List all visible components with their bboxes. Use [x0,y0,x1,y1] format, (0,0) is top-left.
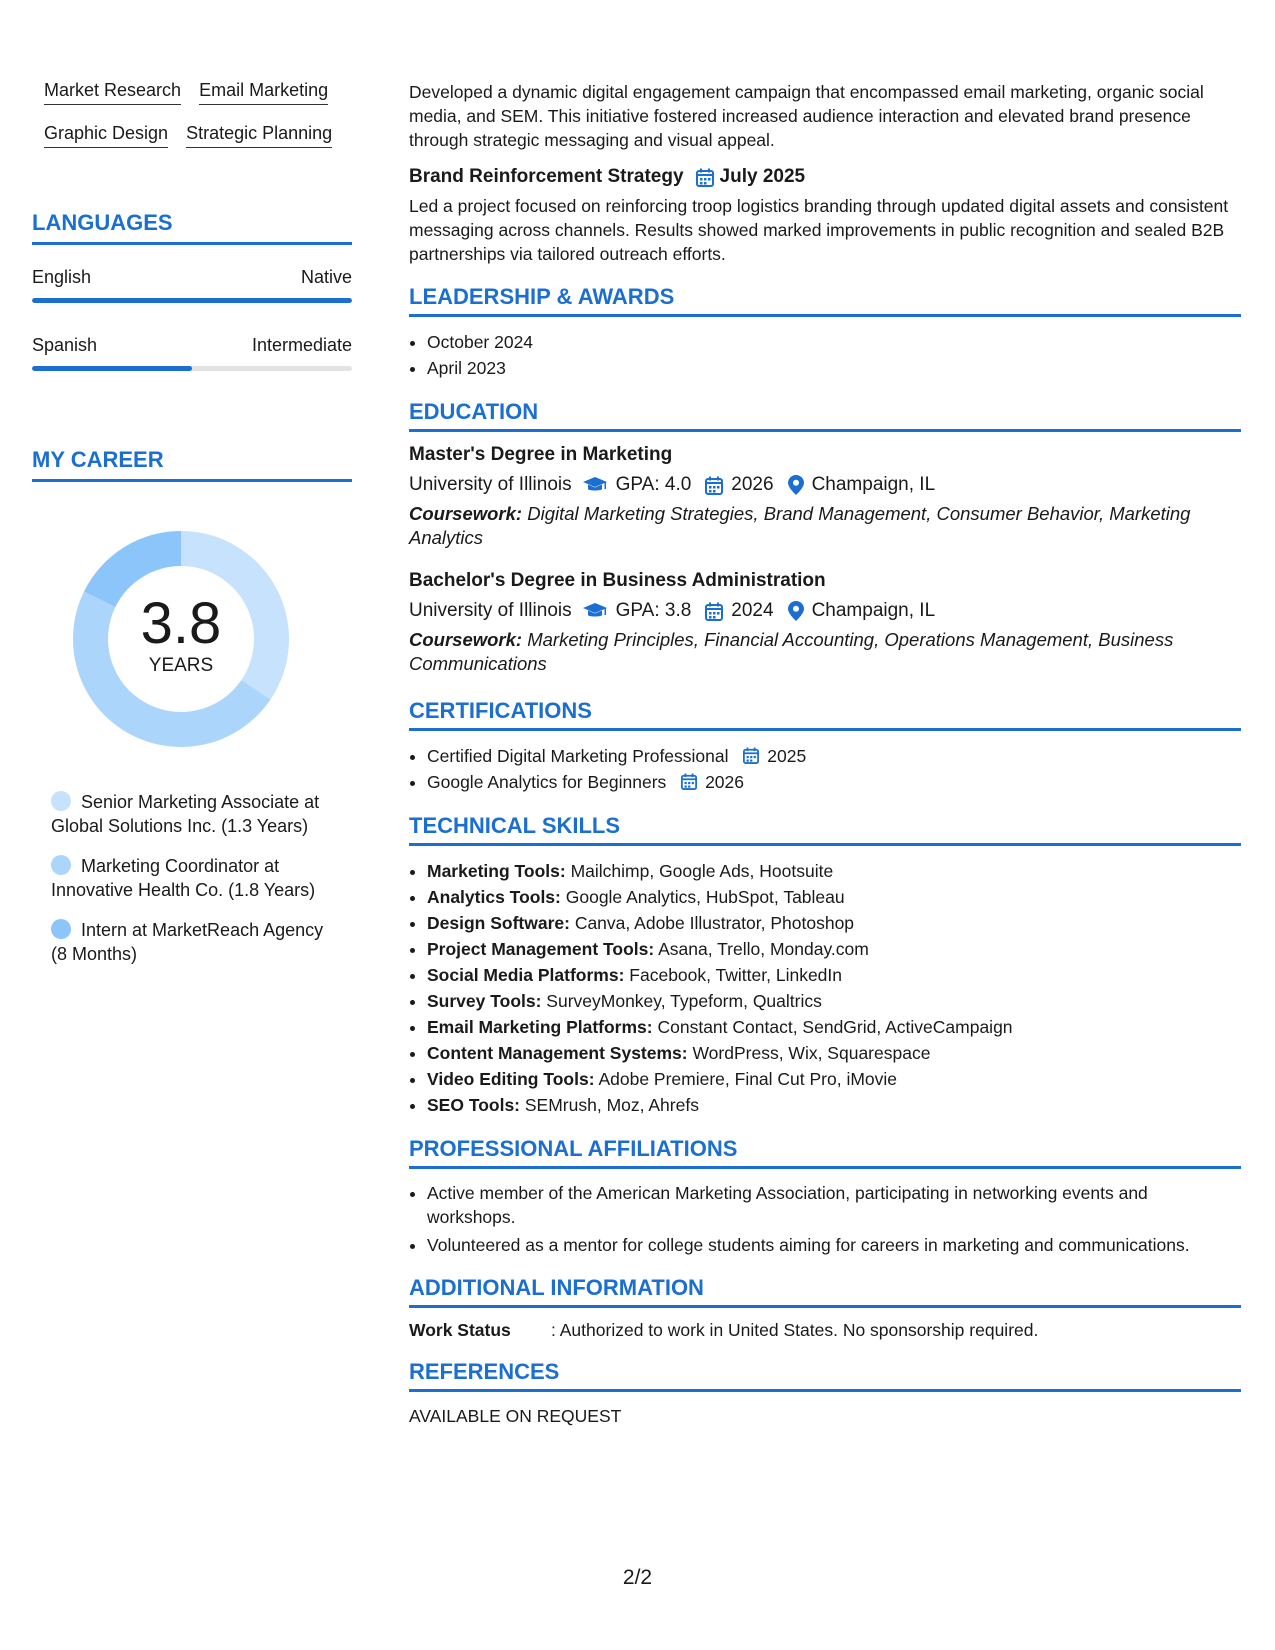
graduation-cap-icon [582,602,608,620]
graduation-year: 2026 [731,474,774,495]
leadership-heading: LEADERSHIP & AWARDS [409,284,1241,317]
skill-values: Constant Contact, SendGrid, ActiveCampaign [652,1017,1013,1037]
list-item: • Active member of the American Marketing Association, participating in networking events and workshops. [427,1181,1241,1229]
language-bar-fill [32,366,192,371]
gpa: GPA: 4.0 [615,474,692,495]
skill-category: Design Software: [427,913,570,933]
skill-values: Facebook, Twitter, LinkedIn [624,965,843,985]
legend-label: Marketing Coordinator at Innovative Health Co. (1.8 Years) [51,856,316,900]
calendar-icon [681,773,697,790]
list-item [427,962,1241,988]
list-item: • April 2023 [427,355,1241,381]
school-location: Champaign, IL [811,474,936,495]
language-level: Native [300,267,352,287]
skill-values: SurveyMonkey, Typeform, Qualtrics [541,991,822,1011]
graduation-year: 2024 [731,600,774,621]
skill-tag: Market Research [44,80,181,105]
skill-tag: Graphic Design [44,123,168,148]
legend-item [51,854,326,902]
right-column [409,80,1241,1428]
skill-category: Marketing Tools: [427,861,566,881]
language-english [32,267,352,303]
coursework-label: Coursework: [409,503,523,524]
list-item: • Volunteered as a mentor for college students aiming for careers in marketing and communications. [427,1233,1241,1257]
career-donut-chart [66,524,296,754]
skill-values: WordPress, Wix, Squarespace [687,1043,931,1063]
education-entry [409,444,1241,550]
skill-tags [44,80,352,166]
skill-values: Mailchimp, Google Ads, Hootsuite [565,861,834,881]
list-item [427,769,1241,795]
skill-tag: Strategic Planning [186,123,332,148]
references-text: AVAILABLE ON REQUEST [409,1406,622,1426]
skill-tag: Email Marketing [199,80,328,105]
legend-dot [51,855,71,875]
career-heading: MY CAREER [32,447,352,482]
certifications-heading: CERTIFICATIONS [409,698,1241,731]
language-bar-fill [32,298,352,303]
skill-category: Project Management Tools: [427,939,655,959]
work-status-value: : Authorized to work in United States. No sponsorship required. [551,1320,1039,1340]
skill-category: SEO Tools: [427,1095,521,1115]
work-status-label: Work Status [409,1320,511,1340]
legend-label: Senior Marketing Associate at Global Solutions Inc. (1.3 Years) [51,792,320,836]
skill-category: Social Media Platforms: [427,965,625,985]
list-item [427,1066,1241,1092]
legend-item [51,790,326,838]
coursework [409,502,1241,550]
certification-year: 2025 [767,746,807,766]
language-name: Spanish [32,335,98,355]
leadership-list [409,329,1241,381]
left-column [32,80,352,982]
certification-name: Certified Digital Marketing Professional [427,746,729,766]
legend-dot [51,791,71,811]
page-number: 2/2 [622,1566,653,1589]
list-item [427,936,1241,962]
skill-values: Adobe Premiere, Final Cut Pro, iMovie [594,1069,898,1089]
school-location: Champaign, IL [811,600,936,621]
legend-label: Intern at MarketReach Agency (8 Months) [51,920,324,964]
career-legend [51,790,326,966]
list-item [427,1040,1241,1066]
list-item [427,910,1241,936]
skill-category: Email Marketing Platforms: [427,1017,653,1037]
technical-skills-list [409,858,1241,1118]
legend-dot [51,919,71,939]
coursework-text: Marketing Principles, Financial Accounting, Operations Management, Business Communications [409,629,1174,674]
certification-name: Google Analytics for Beginners [427,772,667,792]
coursework-label: Coursework: [409,629,523,650]
list-item [427,884,1241,910]
school-name: University of Illinois [409,474,572,495]
school-name: University of Illinois [409,600,572,621]
language-bar [32,298,352,303]
language-spanish [32,335,352,371]
calendar-icon [696,168,714,187]
calendar-icon [705,602,723,621]
skill-category: Video Editing Tools: [427,1069,595,1089]
project-description: Led a project focused on reinforcing troop logistics branding through updated digital assets and consistent messaging across channels. Results showed marked improvements in public recognition and sealed B2B partnerships via tailored outreach efforts. [409,196,1229,264]
language-bar [32,366,352,371]
graduation-cap-icon [582,476,608,494]
gpa: GPA: 3.8 [615,600,692,621]
languages-heading: LANGUAGES [32,210,352,245]
location-pin-icon [788,601,804,621]
language-level: Intermediate [251,335,352,355]
affiliations-heading: PROFESSIONAL AFFILIATIONS [409,1136,1241,1169]
list-item [427,858,1241,884]
project-title: Brand Reinforcement Strategy [409,166,684,187]
list-item: • October 2024 [427,329,1241,355]
calendar-icon [743,747,759,764]
certification-year: 2026 [705,772,744,792]
list-item [427,1092,1241,1118]
skill-values: Google Analytics, HubSpot, Tableau [560,887,845,907]
calendar-icon [705,476,723,495]
skill-category: Content Management Systems: [427,1043,688,1063]
affiliations-list [409,1181,1241,1257]
work-status-row [409,1320,1241,1341]
project-description: Developed a dynamic digital engagement campaign that encompassed email marketing, organic social media, and SEM. This initiative fostered increased audience interaction and elevated brand presence through strategic messaging and visual appeal. [409,82,1204,150]
additional-info-heading: ADDITIONAL INFORMATION [409,1275,1241,1308]
certifications-list [409,743,1241,795]
coursework-text: Digital Marketing Strategies, Brand Management, Consumer Behavior, Marketing Analytics [409,503,1191,548]
references-heading: REFERENCES [409,1359,1241,1392]
skill-values: Canva, Adobe Illustrator, Photoshop [569,913,855,933]
list-item [427,743,1241,769]
education-entry [409,570,1241,676]
skill-category: Survey Tools: [427,991,542,1011]
language-name: English [32,267,92,287]
career-total-value: 3.8 [140,591,222,656]
list-item [427,1014,1241,1040]
project-title-row [409,166,1241,188]
degree-title: Master's Degree in Marketing [409,444,673,465]
career-total-unit: YEARS [148,655,214,676]
location-pin-icon [788,475,804,495]
project-date: July 2025 [719,166,806,187]
skill-values: Asana, Trello, Monday.com [654,939,869,959]
list-item [427,988,1241,1014]
education-heading: EDUCATION [409,399,1241,432]
technical-skills-heading: TECHNICAL SKILLS [409,813,1241,846]
coursework [409,628,1241,676]
legend-item [51,918,326,966]
skill-values: SEMrush, Moz, Ahrefs [520,1095,699,1115]
degree-title: Bachelor's Degree in Business Administration [409,570,826,591]
skill-category: Analytics Tools: [427,887,561,907]
